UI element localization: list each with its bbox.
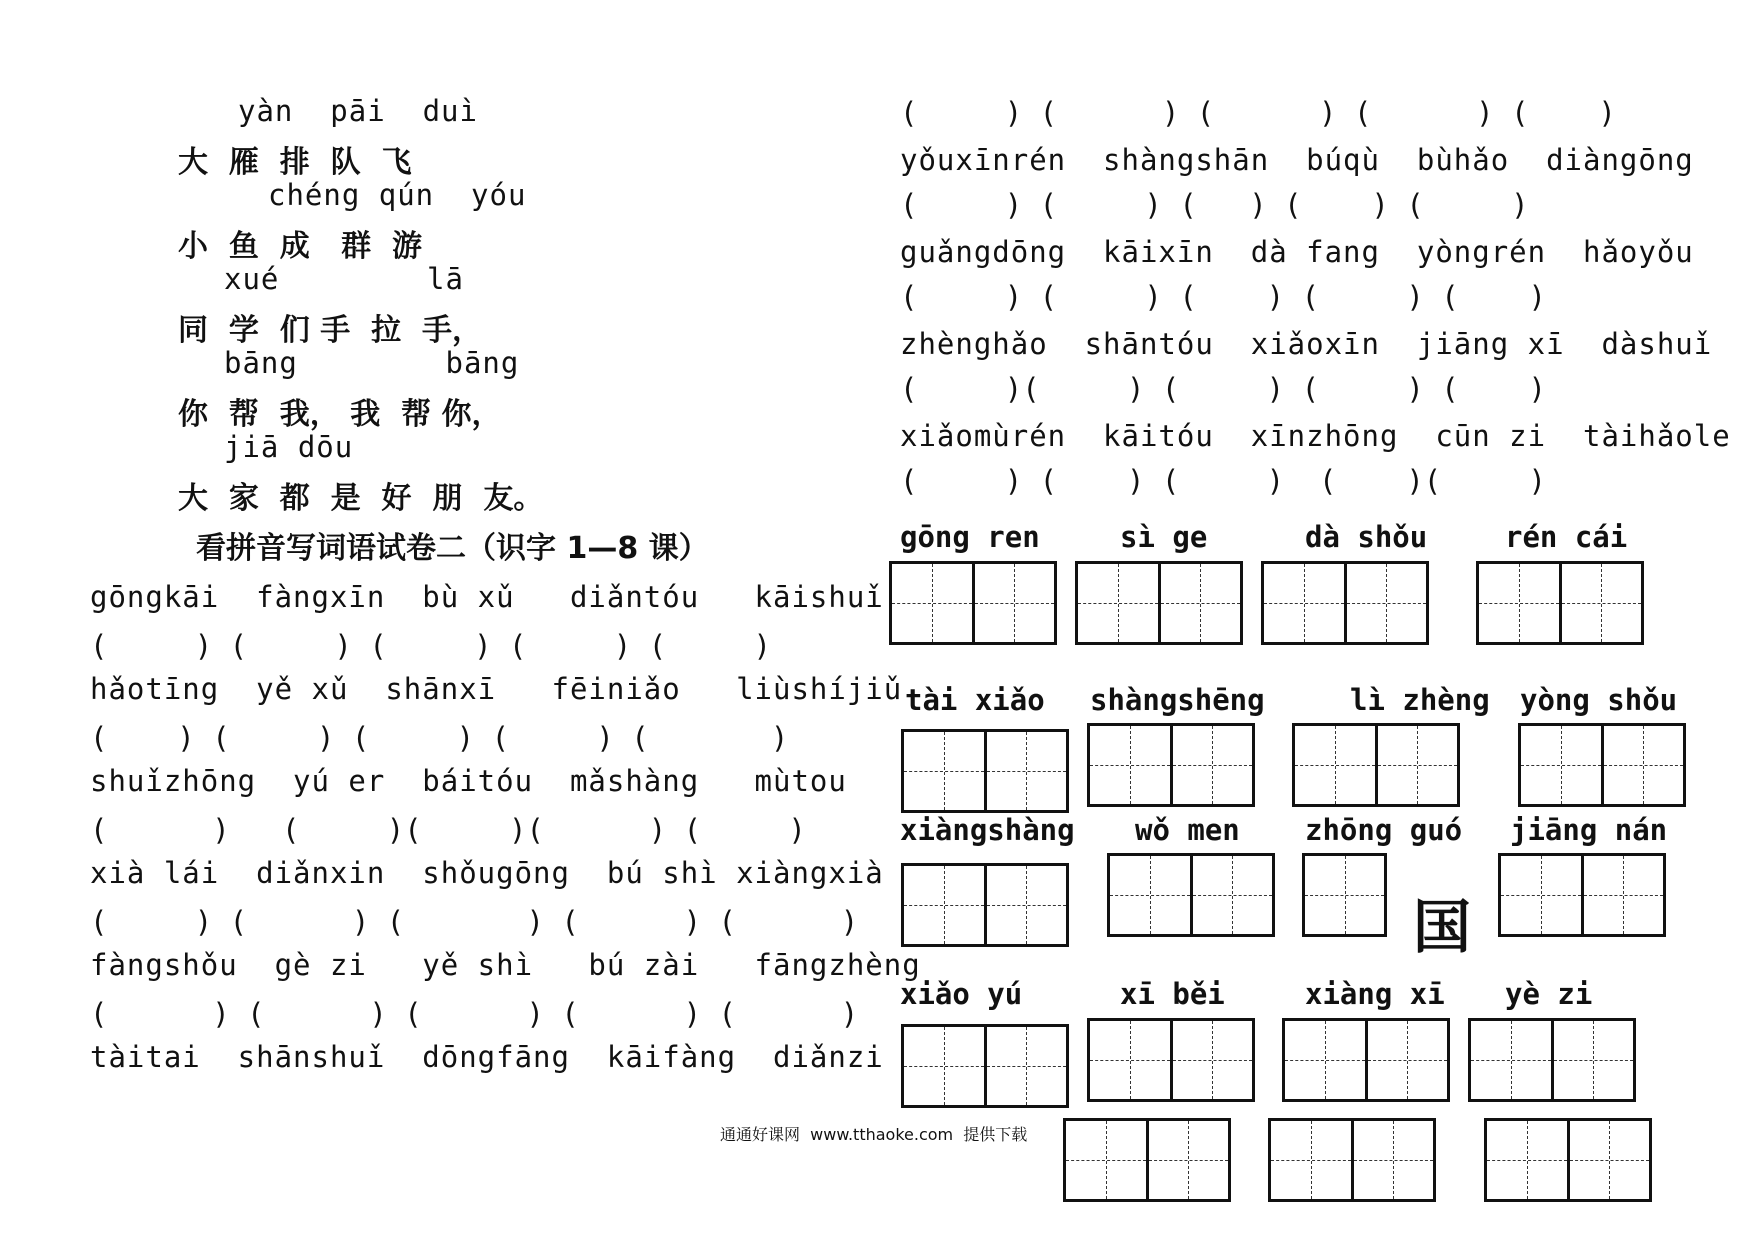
writing-grid[interactable] <box>901 863 1069 947</box>
grid-label: tài xiǎo <box>905 683 1045 717</box>
grid-label: zhōng guó <box>1305 813 1463 847</box>
grid-label: rén cái <box>1505 520 1628 554</box>
writing-grid[interactable] <box>1107 853 1275 937</box>
grid-label: yòng shǒu <box>1520 683 1678 717</box>
writing-grid[interactable] <box>1468 1018 1636 1102</box>
grid-label: xiàng xī <box>1305 977 1445 1011</box>
answer-parentheses-row: ( ) ( ) ( ) ( ) ( ) <box>90 629 771 663</box>
writing-grid[interactable] <box>1063 1118 1231 1202</box>
pinyin-row: gōngkāi fàngxīn bù xǔ diǎntóu kāishuǐ <box>90 580 884 614</box>
answer-parentheses-row: ( )( ) ( ) ( ) ( ) <box>900 372 1547 406</box>
writing-grid[interactable] <box>1292 723 1460 807</box>
poem-pinyin-5: jiā dōu <box>224 430 354 464</box>
poem-hanzi-5: 大 家 都 是 好 朋 友。 <box>178 481 544 516</box>
answer-parentheses-row: ( ) ( ) ( ) ( ) ( ) <box>90 997 859 1031</box>
grid-label: shàngshēng <box>1090 683 1265 717</box>
grid-label: dà shǒu <box>1305 520 1428 554</box>
writing-grid[interactable] <box>1075 561 1243 645</box>
poem-pinyin-1: yàn pāi duì <box>238 94 478 128</box>
poem-hanzi-3: 同 学 们 手 拉 手， <box>178 313 482 348</box>
poem-hanzi-1: 大 雁 排 队 飞 <box>178 145 412 180</box>
grid-label: xī běi <box>1120 977 1225 1011</box>
pinyin-row: guǎngdōng kāixīn dà fang yòngrén hǎoyǒu <box>900 235 1694 269</box>
writing-grid[interactable] <box>1268 1118 1436 1202</box>
writing-grid[interactable] <box>901 729 1069 813</box>
answer-parentheses-row: ( ) ( )( )( ) ( ) <box>90 813 806 847</box>
pinyin-row: zhènghǎo shāntóu xiǎoxīn jiāng xī dàshuǐ <box>900 327 1713 361</box>
grid-label: yè zi <box>1505 977 1593 1011</box>
grid-label: lì zhèng <box>1350 683 1490 717</box>
example-character: 国 <box>1413 893 1472 961</box>
writing-grid[interactable] <box>1087 723 1255 807</box>
grid-label: sì ge <box>1120 520 1208 554</box>
section-title: 看拼音写词语试卷二（识字 1—8 课） <box>196 531 709 566</box>
pinyin-row: yǒuxīnrén shàngshān búqù bùhǎo diàngōng <box>900 143 1694 177</box>
answer-parentheses-row: ( ) ( ) ( ) ( ) ( ) <box>900 96 1616 130</box>
grid-label: jiāng nán <box>1510 813 1668 847</box>
footer-credit: 通通好课网 www.tthaoke.com 提供下载 <box>720 1125 1028 1144</box>
writing-grid[interactable] <box>1087 1018 1255 1102</box>
grid-label: xiàngshàng <box>900 813 1075 847</box>
answer-parentheses-row: ( ) ( ) ( ) ( )( ) <box>900 464 1547 498</box>
writing-grid[interactable] <box>1484 1118 1652 1202</box>
writing-grid[interactable] <box>1282 1018 1450 1102</box>
poem-pinyin-3: xué lā <box>224 262 464 296</box>
writing-grid[interactable] <box>1476 561 1644 645</box>
answer-parentheses-row: ( ) ( ) ( ) ( ) ( ) <box>900 280 1547 314</box>
poem-hanzi-2: 小 鱼 成 群 游 <box>178 229 422 264</box>
pinyin-row: xiǎomùrén kāitóu xīnzhōng cūn zi tàihǎole <box>900 419 1731 453</box>
pinyin-row: hǎotīng yě xǔ shānxī fēiniǎo liùshíjiǔ <box>90 672 903 706</box>
answer-parentheses-row: ( ) ( ) ( ) ( ) ( ) <box>90 905 859 939</box>
pinyin-row: fàngshǒu gè zi yě shì bú zài fāngzhèng <box>90 948 921 982</box>
answer-parentheses-row: ( ) ( ) ( ) ( ) ( ) <box>900 188 1529 222</box>
grid-label: wǒ men <box>1135 813 1240 847</box>
writing-grid[interactable] <box>889 561 1057 645</box>
pinyin-row: shuǐzhōng yú er báitóu mǎshàng mùtou <box>90 764 847 798</box>
pinyin-row: xià lái diǎnxin shǒugōng bú shì xiàngxià <box>90 856 884 890</box>
grid-label: xiǎo yú <box>900 977 1023 1011</box>
writing-grid[interactable] <box>1498 853 1666 937</box>
writing-grid[interactable] <box>901 1024 1069 1108</box>
answer-parentheses-row: ( ) ( ) ( ) ( ) ( ) <box>90 721 789 755</box>
poem-hanzi-4: 你 帮 我， 我 帮 你， <box>178 397 502 432</box>
poem-pinyin-2: chéng qún yóu <box>268 178 527 212</box>
poem-pinyin-4: bāng bāng <box>224 346 520 380</box>
writing-grid[interactable] <box>1518 723 1686 807</box>
grid-label: gōng ren <box>900 520 1040 554</box>
pinyin-row: tàitai shānshuǐ dōngfāng kāifàng diǎnzi <box>90 1040 884 1074</box>
writing-grid-single[interactable] <box>1302 853 1387 937</box>
writing-grid[interactable] <box>1261 561 1429 645</box>
